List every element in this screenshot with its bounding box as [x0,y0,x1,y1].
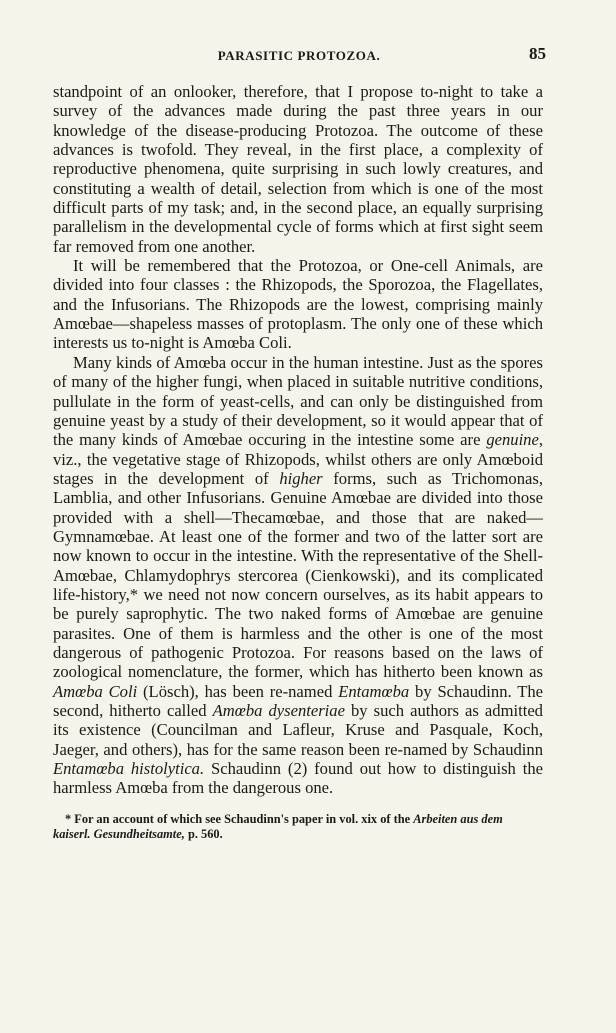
text-run: forms, such as Trichomonas, Lamblia, and other Infusorians. Genuine Amœbae are divided into those provided with a shell—Thecamœbae, and those that are naked—Gymnamœbae. At least one of the former and two of the latter sort are now known to occur in the intestine. With the representative of the Shell-Amœbae, Chlamydophrys stercorea (Cienkowski), and its complicated life-history,* we need not now concern ourselves, as its habit appears to be purely saprophytic. The two naked forms of Amœbae are genuine parasites. One of them is harmless and the other is one of the most dangerous of pathogenic Protozoa. For reasons based on the laws of zoological nomenclature, the former, which has hitherto been known as [53,468,543,682]
running-header [52,44,546,66]
paragraph-3 [53,353,543,798]
footnote [53,812,543,843]
text-run: It will be remembered that the Protozoa, or One-cell Animals, are divided into four classes : the Rhizopods, the Sporozoa, the Flagellates, and the Infusorians. The Rhizopods are the lowest, comprising mainly Amœbae—shapeless masses of protoplasm. The only one of these which interests us to-night is Amœba Coli. [53,256,543,353]
text-run: * For an account of which see Schaudinn's paper in vol. xix of the [65,811,414,826]
paragraph-2 [53,256,543,353]
italic-text-run: higher [279,468,323,488]
italic-text-run: Entamœba [338,681,410,701]
text-run: by such authors as admitted its existence (Councilman and Lafleur, Kruse and Pasquale, Koch, Jaeger, and others), has for the same reason been re-named by Schaudinn [53,701,543,759]
italic-text-run: Entamœba histolytica. [53,759,205,779]
text-run: standpoint of an onlooker, therefore, that I propose to-night to take a survey of the advances made during the past three years in our knowledge of the disease-producing Protozoa. The outcome of these advances is twofold. They reveal, in the first place, a complexity of reproductive phenomena, quite surprising in such lowly creatures, and constituting a wealth of detail, selection from which is one of the most difficult parts of my task; and, in the second place, an equally surprising parallelism in the developmental cycle of forms which at first sight seem far removed from one another. [53,82,543,256]
italic-text-run: Amœba dysenteriae [212,701,345,720]
italic-text-run: Arbeiten aus dem kaiserl. Gesundheitsamte, [53,811,503,842]
text-run: by Schaudinn. The second, hitherto called [53,681,543,720]
italic-text-run: genuine [486,430,539,450]
text-run: , viz., the vegetative stage of Rhizopods, whilst others are only Amœboid stages in the development of [53,430,543,488]
text-run: Many kinds of Amœba occur in the human intestine. Just as the spores of many of the higher fungi, when placed in suitable nutritive conditions, pullulate in the form of yeast-cells, and can only be distinguished from genuine yeast by a study of their development, so it would appear that of the many kinds of Amœbae occuring in the intestine some are [53,352,543,450]
paragraph-1 [53,82,543,256]
body-text [53,82,543,798]
text-run: Schaudinn (2) found out how to distinguish the harmless Amœba from the dangerous one. [53,759,543,798]
italic-text-run: Amœba Coli [53,681,138,701]
text-run: p. 560. [184,827,223,842]
page-number: 85 [529,44,546,63]
text-run: (Lösch), has been re-named [137,681,339,701]
running-title: PARASITIC PROTOZOA. [217,48,381,63]
